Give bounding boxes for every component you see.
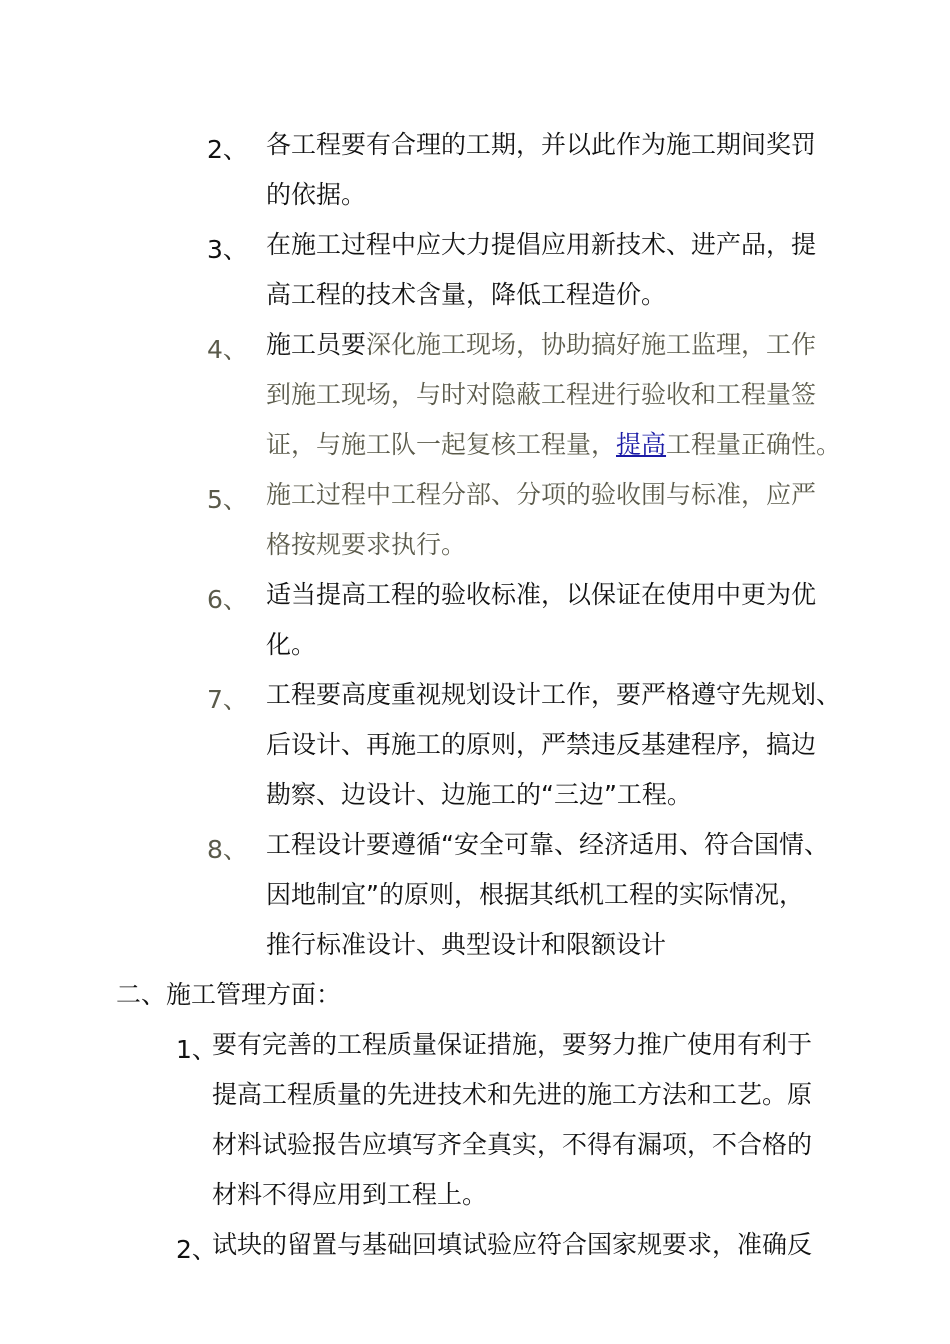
sub-item-text: [212, 1030, 852, 1230]
text-line: 推行标准设计、典型设计和限额设计: [266, 930, 667, 959]
list-item-text: [266, 330, 866, 480]
list-item-number: 7、: [207, 685, 248, 714]
list-item-text: [266, 680, 866, 830]
text-line: 因地制宜”的原则，根据其纸机工程的实际情况，: [266, 880, 804, 909]
text-line: 材料不得应用到工程上。: [212, 1180, 488, 1209]
text-line: 要有完善的工程质量保证措施，要努力推广使用有利于: [212, 1030, 813, 1059]
list-item-text: [266, 830, 866, 980]
text-line: 勘察、边设计、边施工的“三边”工程。: [266, 780, 692, 809]
text-line: 后设计、再施工的原则，严禁违反基建程序，搞边: [266, 730, 817, 759]
list-item-number: 2、: [207, 135, 248, 164]
text-line: 适当提高工程的验收标准，以保证在使用中更为优: [266, 580, 817, 609]
text-segment: 工程量正确性。: [666, 430, 842, 459]
text-line: 工程要高度重视规划设计工作，要严格遵守先规划、: [266, 680, 842, 709]
section-heading: 二、施工管理方面：: [116, 980, 342, 1009]
text-segment: 施工员要: [266, 330, 367, 359]
list-item-number: 3、: [207, 235, 248, 264]
text-segment: 证，与施工队一起复核工程量，: [266, 430, 617, 459]
list-item-text: [266, 230, 866, 330]
text-line: 格按规要求执行。: [266, 530, 467, 559]
list-item-number: 8、: [207, 835, 248, 864]
text-line: 在施工过程中应大力提倡应用新技术、进产品，提: [266, 230, 817, 259]
text-line: 化。: [266, 630, 317, 659]
list-item-text: [266, 480, 866, 580]
hyperlink[interactable]: 提高: [616, 430, 667, 459]
sub-item-number: 1、: [176, 1035, 217, 1064]
text-line: 各工程要有合理的工期，并以此作为施工期间奖罚: [266, 130, 817, 159]
list-item-number: 5、: [207, 485, 248, 514]
text-line: 施工过程中工程分部、分项的验收围与标准，应严: [266, 480, 817, 509]
text-line: 提高工程质量的先进技术和先进的施工方法和工艺。原: [212, 1080, 813, 1109]
list-item-number: 6、: [207, 585, 248, 614]
list-item-text: [266, 580, 866, 680]
list-item-text: [266, 130, 866, 230]
list-item-number: 4、: [207, 335, 248, 364]
text-line: 的依据。: [266, 180, 367, 209]
text-line: 到施工现场，与时对隐蔽工程进行验收和工程量签: [266, 380, 817, 409]
text-line: 高工程的技术含量，降低工程造价。: [266, 280, 667, 309]
text-segment: 深化施工现场，协助搞好施工监理，工作: [366, 330, 817, 359]
sub-item-number: 2、: [176, 1235, 217, 1264]
text-line: 工程设计要遵循“安全可靠、经济适用、符合国情、: [266, 830, 829, 859]
sub-item-text: [212, 1230, 852, 1280]
text-line: 试块的留置与基础回填试验应符合国家规要求，准确反: [212, 1230, 813, 1259]
text-line: 材料试验报告应填写齐全真实，不得有漏项，不合格的: [212, 1130, 813, 1159]
